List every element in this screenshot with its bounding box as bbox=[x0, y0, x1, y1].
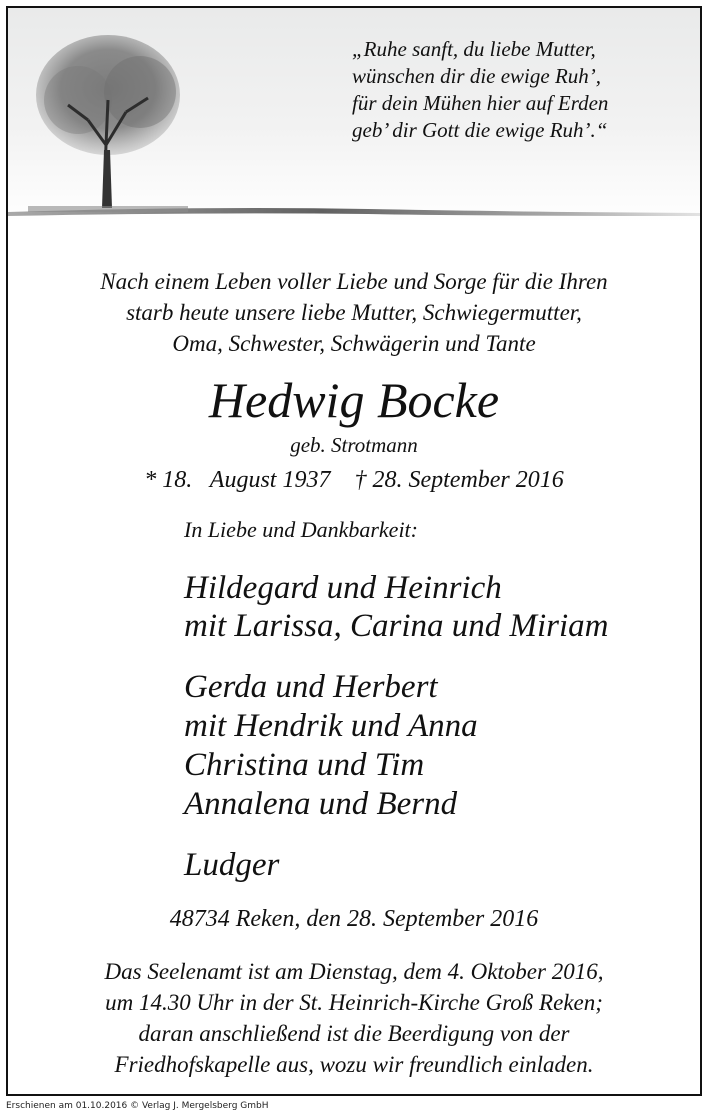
mourner-line: Annalena und Bernd bbox=[184, 786, 458, 822]
tree-icon bbox=[28, 30, 188, 215]
mourner-line: mit Hendrik und Anna bbox=[184, 708, 478, 744]
intro-text bbox=[8, 266, 700, 359]
intro-line: starb heute unsere liebe Mutter, Schwiegermutter, bbox=[126, 300, 582, 325]
intro-line: Nach einem Leben voller Liebe und Sorge für die Ihren bbox=[100, 269, 608, 294]
mourner-line: Hildegard und Heinrich bbox=[184, 570, 502, 606]
mourner-group bbox=[184, 569, 609, 645]
obituary-frame bbox=[6, 6, 702, 1096]
quote-line: geb’ dir Gott die ewige Ruh’.“ bbox=[352, 118, 608, 142]
quote-line: für dein Mühen hier auf Erden bbox=[352, 91, 609, 115]
service-announcement bbox=[8, 956, 700, 1080]
mourner-group bbox=[184, 846, 279, 884]
service-line: Friedhofskapelle aus, wozu wir freundlich einladen. bbox=[114, 1052, 594, 1077]
memorial-quote bbox=[352, 36, 692, 144]
mourner-line: Gerda und Herbert bbox=[184, 669, 438, 705]
publication-footer: Erschienen am 01.10.2016 © Verlag J. Mergelsberg GmbH bbox=[6, 1101, 269, 1111]
header-artwork bbox=[8, 8, 700, 223]
service-line: um 14.30 Uhr in der St. Heinrich-Kirche Groß Reken; bbox=[105, 990, 603, 1015]
place-date: 48734 Reken, den 28. September 2016 bbox=[169, 906, 539, 932]
quote-line: wünschen dir die ewige Ruh’, bbox=[352, 64, 602, 88]
mourner-line: mit Larissa, Carina und Miriam bbox=[184, 608, 609, 644]
birth-name: geb. Strotmann bbox=[290, 433, 418, 457]
deceased-name: Hedwig Bocke bbox=[208, 372, 500, 428]
quote-line: „Ruhe sanft, du liebe Mutter, bbox=[352, 37, 596, 61]
service-line: daran anschließend ist die Beerdigung von der bbox=[138, 1021, 570, 1046]
life-dates: * 18. August 1937 † 28. September 2016 bbox=[144, 467, 564, 493]
service-line: Das Seelenamt ist am Dienstag, dem 4. Oktober 2016, bbox=[104, 959, 604, 984]
intro-line: Oma, Schwester, Schwägerin und Tante bbox=[172, 331, 536, 356]
mourner-line: Christina und Tim bbox=[184, 747, 425, 783]
mourner-line: Ludger bbox=[184, 847, 280, 883]
mourners-intro: In Liebe und Dankbarkeit: bbox=[184, 517, 418, 542]
mourner-group bbox=[184, 668, 478, 824]
